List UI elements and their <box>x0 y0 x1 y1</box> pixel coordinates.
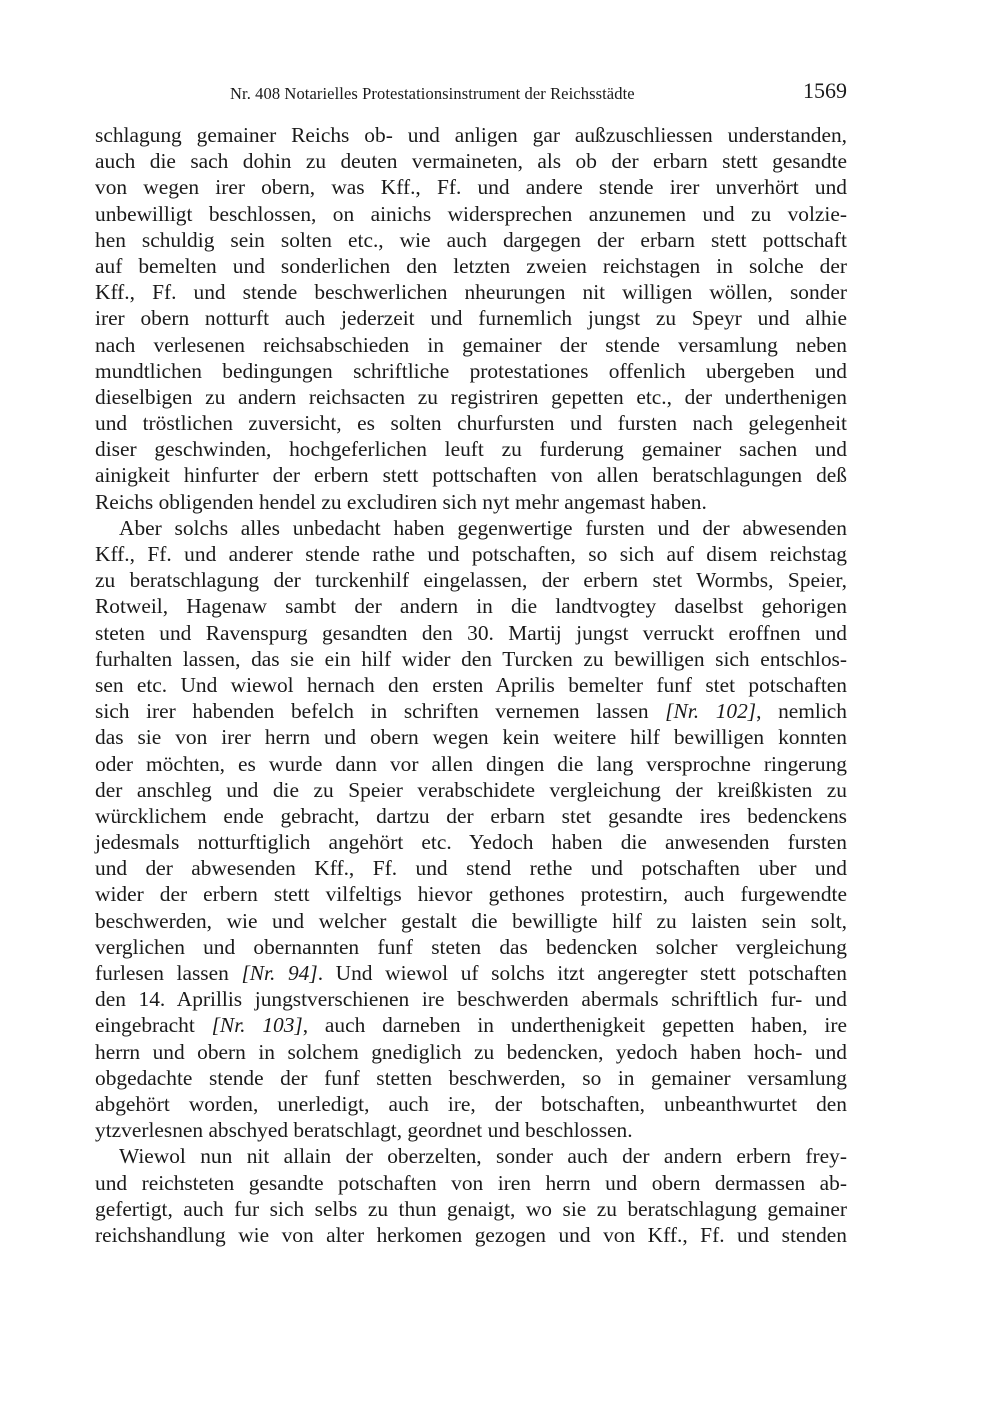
text-line: nach verlesenen reichsabschieden in gemainer der stende versamlung neben <box>95 332 847 357</box>
text-line: schlagung gemainer Reichs ob- und anligen gar außzuschliessen understanden, <box>95 123 847 147</box>
text-line: verglichen und obernannten funf steten das bedencken solcher vergleichung <box>95 934 847 959</box>
text-line: gefertigt, auch fur sich selbs zu thun genaigt, wo sie zu beratschlagung gemainer <box>95 1196 847 1221</box>
text-line: furhalten lassen, das sie ein hilf wider den Turcken zu bewilligen sich entschlos- <box>95 646 847 671</box>
text-line: obgedachte stende der funf stetten beschwerden, so in gemainer versamlung <box>95 1065 847 1090</box>
text-line: furlesen lassen [Nr. 94]. Und wiewol uf solchs itzt angeregter stett potschaften <box>95 961 847 985</box>
text-line: dieselbigen zu andern reichsacten zu registriren gepetten etc., der underthenigen <box>95 384 847 409</box>
text-line: abgehört worden, unerledigt, auch ire, der botschaften, unbeanthwurtet den <box>95 1091 847 1116</box>
text-line: jedesmals notturftiglich angehört etc. Yedoch haben die anwesenden fursten <box>95 830 847 855</box>
text-line: hen schuldig sein solten etc., wie auch dargegen der erbarn stett pottschaft <box>95 227 847 252</box>
text-line: Aber solchs alles unbedacht haben gegenwertige fursten und der abwesenden <box>119 515 847 540</box>
text-line: sen etc. Und wiewol hernach den ersten Aprilis bemelter funf stet potschaften <box>95 672 847 697</box>
text-line: reichshandlung wie von alter herkomen gezogen und von Kff., Ff. und stenden <box>95 1222 847 1247</box>
body-text <box>95 122 847 1248</box>
text-line: oder möchten, es wurde dann vor allen dingen die lang versprochne ringerung <box>95 751 847 776</box>
text-line: auf bemelten und sonderlichen den letzten zweien reichstagen in solche der <box>95 253 847 278</box>
text-line: Kff., Ff. und stende beschwerlichen nheurungen nit willigen wöllen, sonder <box>95 280 847 305</box>
text-line: diser geschwinden, hochgeferlichen leuft zu furderung gemainer sachen und <box>95 437 847 462</box>
text-line: ytzverlesnen abschyed beratschlagt, geordnet und beschlossen. <box>95 1118 633 1143</box>
text-line: würcklichem ende gebracht, dartzu der erbarn stet gesandte ires bedenckens <box>95 803 847 828</box>
text-line: unbewilligt beschlossen, on ainichs widersprechen anzunemen und zu volzie- <box>95 201 847 226</box>
text-line: und der abwesenden Kff., Ff. und stend rethe und potschaften uber und <box>95 856 847 881</box>
running-header <box>95 78 847 108</box>
text-line: und reichsteten gesandte potschaften von iren herrn und obern dermassen ab- <box>95 1170 847 1195</box>
editorial-reference: [Nr. 94] <box>241 961 318 985</box>
text-line: der anschleg und die zu Speier verabschidete vergleichung der kreißkisten zu <box>95 777 847 802</box>
text-line: Rotweil, Hagenaw sambt der andern in die landtvogtey daselbst gehorigen <box>95 594 847 619</box>
text-line: Kff., Ff. und anderer stende rathe und potschaften, so sich auf disem reichstag <box>95 542 847 566</box>
text-line: und tröstlichen zuversicht, es solten churfursten und fursten nach gelegenheit <box>95 411 847 436</box>
text-line: irer obern notturft auch jederzeit und furnemlich jungst zu Speyr und alhie <box>95 306 847 331</box>
text-line: sich irer habenden befelch in schriften vernemen lassen [Nr. 102], nemlich <box>95 699 847 724</box>
text-line: wider der erbern stett vilfeltigs hievor gethones protestirn, auch furgewendte <box>95 882 847 907</box>
running-title: Nr. 408 Notarielles Protestationsinstrument der Reichsstädte <box>230 84 635 103</box>
editorial-reference: [Nr. 102] <box>665 699 757 724</box>
text-line: zu beratschlagung der turckenhilf eingelassen, der erbern stet Wormbs, Speier, <box>95 568 847 593</box>
page-number: 1569 <box>803 78 847 103</box>
text-line: mundtlichen bedingungen schriftliche protestationes offenlich ubergeben und <box>95 358 847 383</box>
text-line: steten und Ravenspurg gesandten den 30. Martij jungst verruckt eroffnen und <box>95 620 847 645</box>
text-line: eingebracht [Nr. 103], auch darneben in underthenigkeit gepetten haben, ire <box>95 1013 847 1038</box>
text-line: beschwerden, wie und welcher gestalt die bewilligte hilf zu laisten sein solt, <box>95 908 847 933</box>
text-line: herrn und obern in solchem gnediglich zu bedencken, yedoch haben hoch- und <box>95 1039 847 1064</box>
text-line: den 14. Aprillis jungstverschienen ire beschwerden abermals schriftlich fur- und <box>95 987 847 1012</box>
text-line: das sie von irer herrn und obern wegen kein weitere hilf bewilligen konnten <box>95 725 847 750</box>
text-line: Reichs obligenden hendel zu excludiren sich nyt mehr angemast haben. <box>95 489 707 514</box>
text-line: auch die sach dohin zu deuten vermaineten, als ob der erbarn stett gesandte <box>95 149 847 174</box>
text-line: von wegen irer obern, was Kff., Ff. und andere stende irer unverhört und <box>95 175 847 200</box>
text-line: Wiewol nun nit allain der oberzelten, sonder auch der andern erbern frey- <box>119 1144 847 1169</box>
editorial-reference: [Nr. 103] <box>211 1013 303 1038</box>
text-line: ainigkeit hinfurter der erbern stett pottschaften von allen beratschlagungen deß <box>95 463 847 488</box>
